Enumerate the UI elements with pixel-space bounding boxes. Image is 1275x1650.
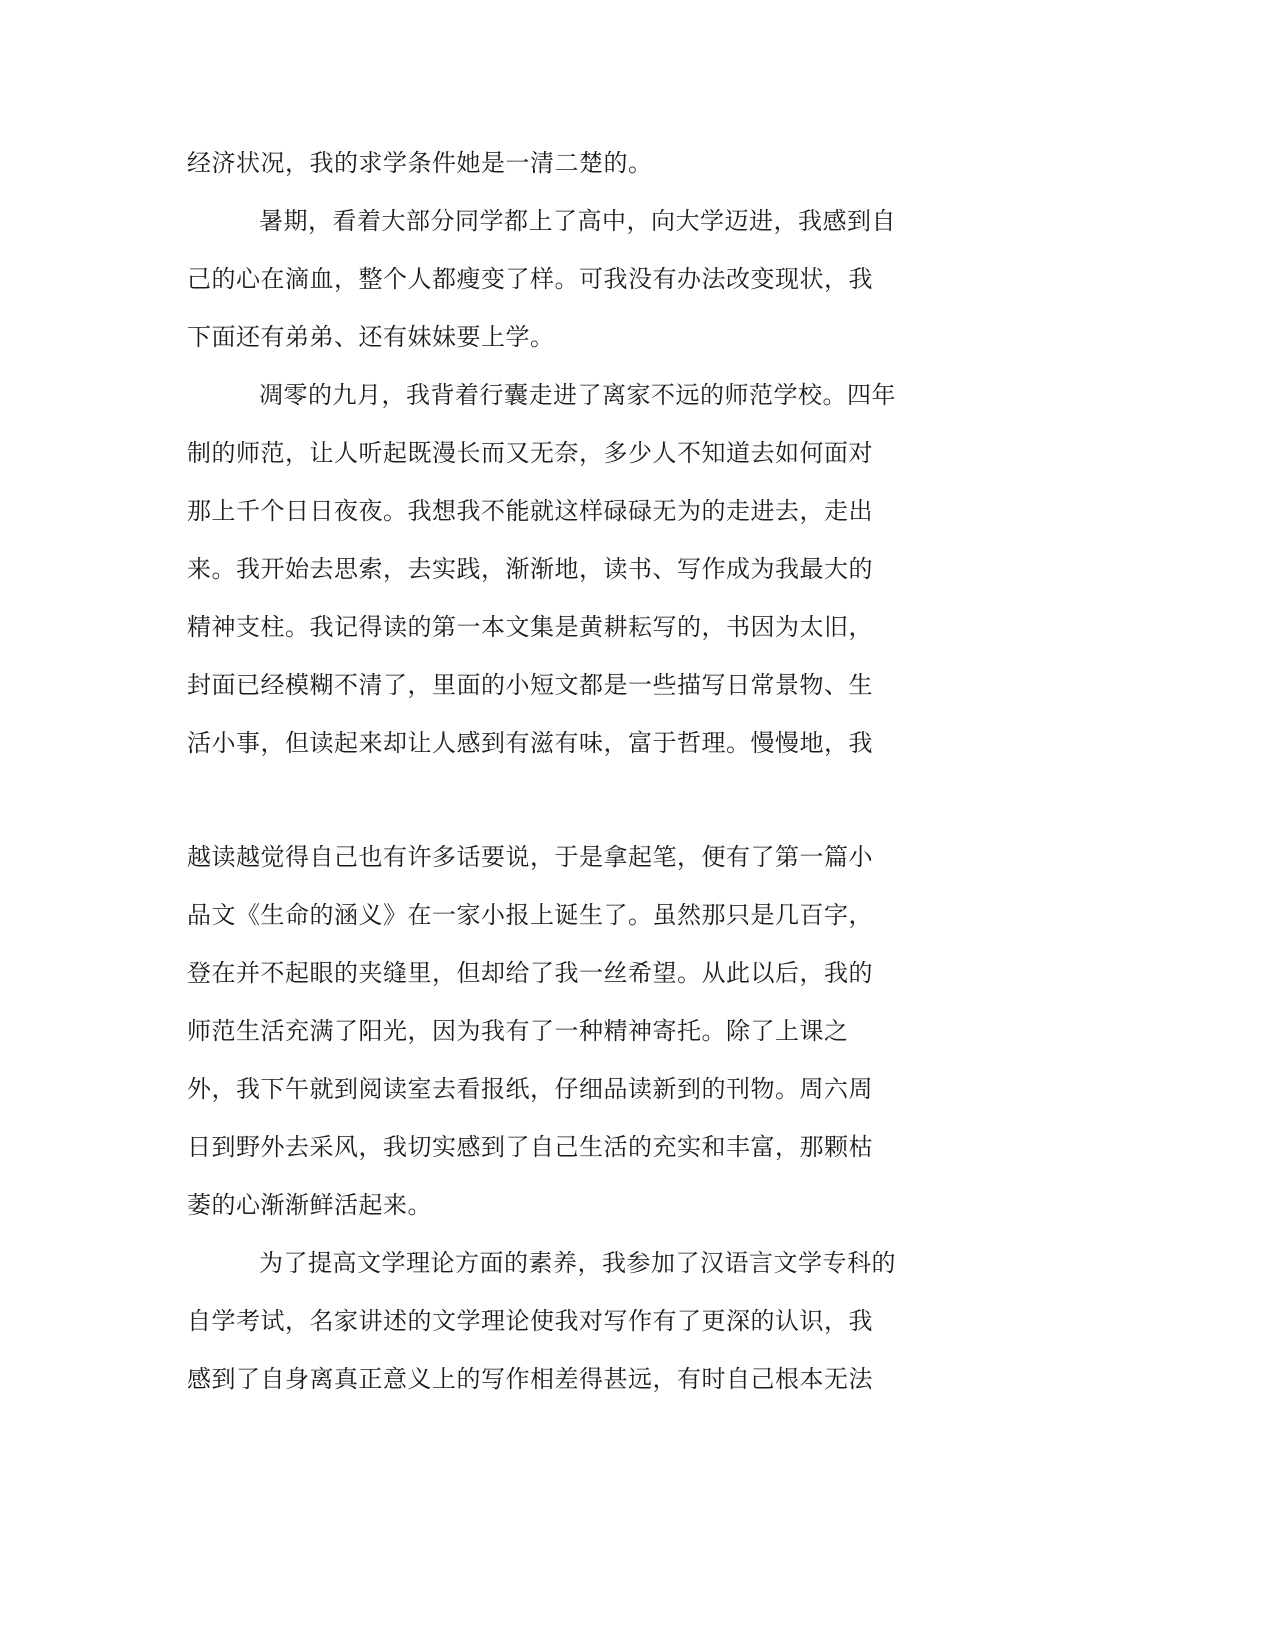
text-line: 师范生活充满了阳光，因为我有了一种精神寄托。除了上课之 <box>187 1017 849 1045</box>
text-line: 日到野外去采风，我切实感到了自己生活的充实和丰富，那颗枯 <box>187 1133 873 1161</box>
text-line: 下面还有弟弟、还有妹妹要上学。 <box>187 323 555 351</box>
text-line: 封面已经模糊不清了，里面的小短文都是一些描写日常景物、生 <box>187 671 873 699</box>
text-line: 己的心在滴血，整个人都瘦变了样。可我没有办法改变现状，我 <box>187 265 873 293</box>
text-line: 感到了自身离真正意义上的写作相差得甚远，有时自己根本无法 <box>187 1365 873 1393</box>
text-line: 经济状况，我的求学条件她是一清二楚的。 <box>187 149 653 177</box>
text-line: 自学考试，名家讲述的文学理论使我对写作有了更深的认识，我 <box>187 1307 873 1335</box>
text-line: 凋零的九月，我背着行囊走进了离家不远的师范学校。四年 <box>259 381 896 409</box>
text-line: 为了提高文学理论方面的素养，我参加了汉语言文学专科的 <box>259 1249 896 1277</box>
text-line: 品文《生命的涵义》在一家小报上诞生了。虽然那只是几百字， <box>187 901 873 929</box>
text-line: 萎的心渐渐鲜活起来。 <box>187 1191 432 1219</box>
text-line: 来。我开始去思索，去实践，渐渐地，读书、写作成为我最大的 <box>187 555 873 583</box>
text-line: 制的师范，让人听起既漫长而又无奈，多少人不知道去如何面对 <box>187 439 873 467</box>
text-line: 暑期，看着大部分同学都上了高中，向大学迈进，我感到自 <box>259 207 896 235</box>
text-line: 外，我下午就到阅读室去看报纸，仔细品读新到的刊物。周六周 <box>187 1075 873 1103</box>
text-line: 那上千个日日夜夜。我想我不能就这样碌碌无为的走进去，走出 <box>187 497 873 525</box>
text-line: 精神支柱。我记得读的第一本文集是黄耕耘写的，书因为太旧， <box>187 613 873 641</box>
text-line: 越读越觉得自己也有许多话要说，于是拿起笔，便有了第一篇小 <box>187 843 873 871</box>
text-line: 活小事，但读起来却让人感到有滋有味，富于哲理。慢慢地，我 <box>187 729 873 757</box>
text-line: 登在并不起眼的夹缝里，但却给了我一丝希望。从此以后，我的 <box>187 959 873 987</box>
